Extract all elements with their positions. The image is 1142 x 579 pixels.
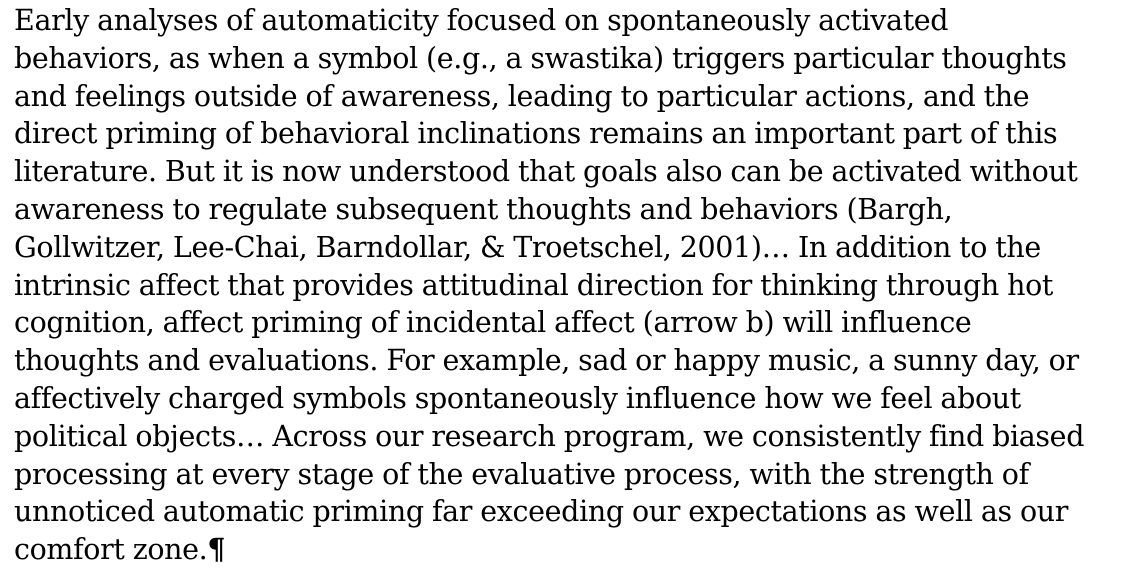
text-line: Gollwitzer, Lee-Chai, Barndollar, & Troetschel, 2001)… In addition to the — [14, 230, 1041, 264]
text-line: intrinsic affect that provides attitudinal direction for thinking through hot — [14, 268, 1054, 302]
text-line: awareness to regulate subsequent thoughts and behaviors (Bargh, — [14, 192, 953, 226]
text-line: political objects… Across our research program, we consistently find biased — [14, 419, 1085, 453]
text-line: and feelings outside of awareness, leading to particular actions, and the — [14, 79, 1030, 113]
text-line: direct priming of behavioral inclinations remains an important part of this — [14, 117, 1058, 151]
quote-paragraph — [14, 2, 1134, 569]
text-line: Early analyses of automaticity focused on spontaneously activated — [14, 4, 949, 37]
text-line: behaviors, as when a symbol (e.g., a swastika) triggers particular thoughts — [14, 41, 1067, 75]
text-line: affectively charged symbols spontaneously influence how we feel about — [14, 381, 1021, 415]
text-line-content: comfort zone. — [14, 533, 208, 567]
last-text-line — [14, 531, 1134, 569]
text-line: unnoticed automatic priming far exceeding our expectations as well as our — [14, 495, 1069, 529]
text-line: literature. But it is now understood that goals also can be activated without — [14, 155, 1078, 189]
paragraph-mark-icon: ¶ — [207, 532, 226, 567]
text-line: thoughts and evaluations. For example, sad or happy music, a sunny day, or — [14, 344, 1079, 378]
text-line: cognition, affect priming of incidental affect (arrow b) will influence — [14, 306, 972, 340]
text-line: processing at every stage of the evaluative process, with the strength of — [14, 457, 1029, 491]
